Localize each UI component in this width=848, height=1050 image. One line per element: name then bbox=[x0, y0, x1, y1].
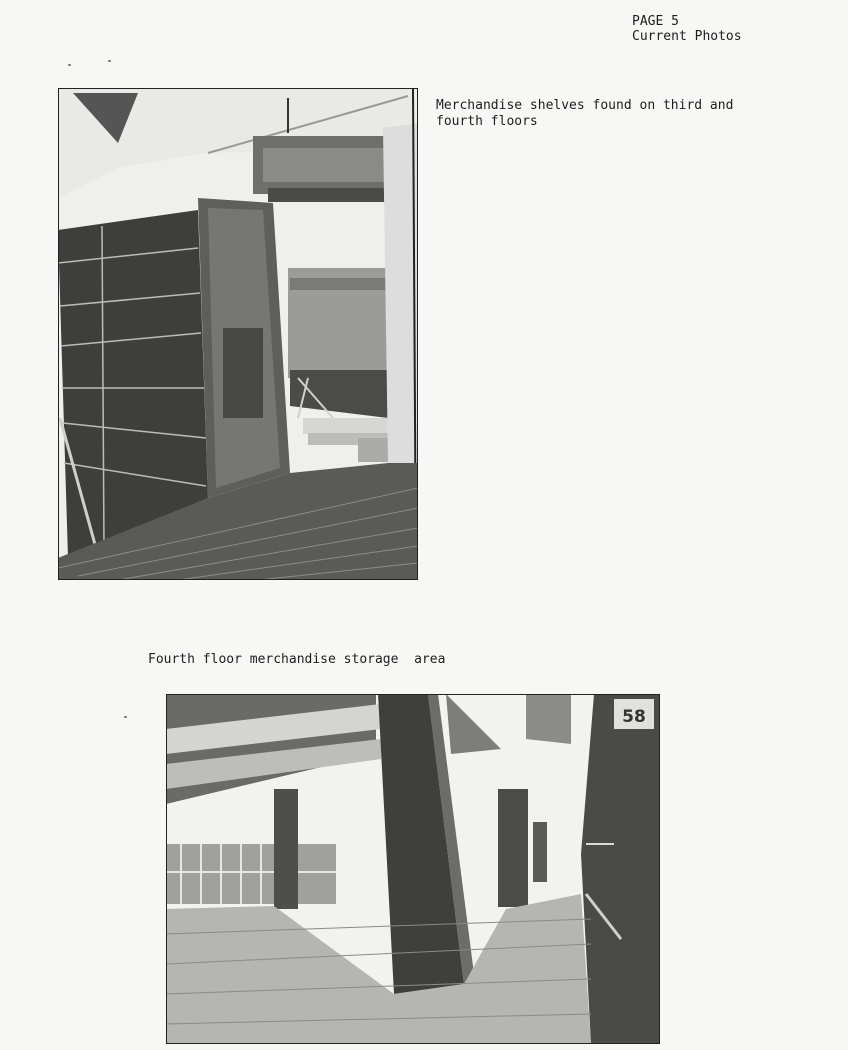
caption-line-2: fourth floors bbox=[436, 114, 538, 129]
caption-line-1: Merchandise shelves found on third and bbox=[436, 98, 734, 113]
page-header bbox=[632, 14, 742, 44]
aisle-sign-number: 58 bbox=[622, 707, 646, 727]
photo-merchandise-shelves bbox=[58, 88, 418, 580]
page-number: PAGE 5 bbox=[632, 14, 679, 29]
photo-shelves-image bbox=[58, 88, 418, 580]
section-title: Current Photos bbox=[632, 29, 742, 44]
photo-fourth-floor-storage bbox=[166, 694, 660, 1044]
photo-caption-storage: Fourth floor merchandise storage area bbox=[148, 652, 446, 667]
photo-caption-shelves bbox=[436, 98, 796, 130]
photo-storage-image bbox=[166, 694, 660, 1044]
